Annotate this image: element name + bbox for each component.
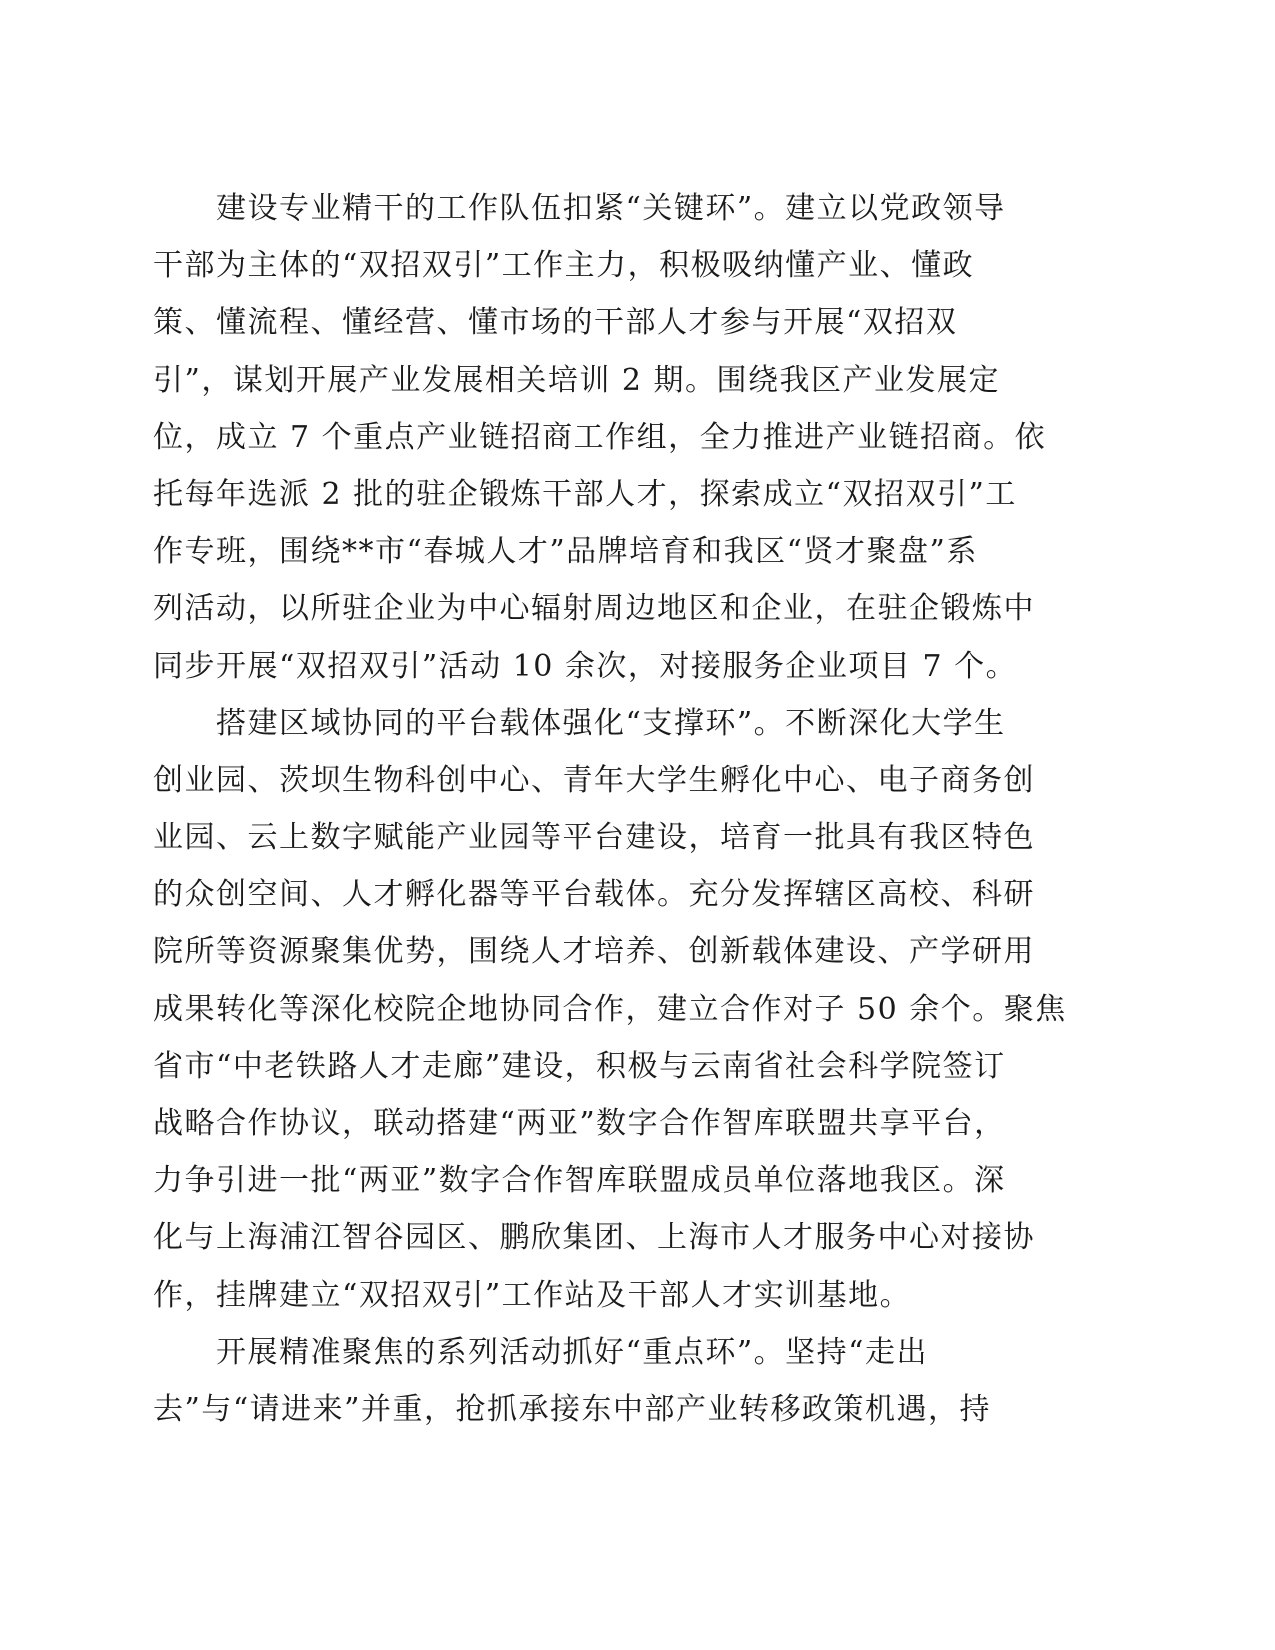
text-line: 托每年选派 2 批的驻企锻炼干部人才，探索成立“双招双引”工 bbox=[153, 476, 1017, 512]
text-line: 列活动，以所驻企业为中心辐射周边地区和企业，在驻企锻炼中 bbox=[153, 591, 1035, 627]
text-line: 化与上海浦江智谷园区、鹏欣集团、上海市人才服务中心对接协 bbox=[153, 1220, 1035, 1256]
text-line: 位，成立 7 个重点产业链招商工作组，全力推进产业链招商。依 bbox=[153, 419, 1047, 455]
text-line: 干部为主体的“双招双引”工作主力，积极吸纳懂产业、懂政 bbox=[153, 248, 975, 284]
text-line: 院所等资源聚集优势，围绕人才培养、创新载体建设、产学研用 bbox=[153, 934, 1035, 970]
paragraph-support-ring bbox=[153, 695, 1088, 1324]
text-line: 作，挂牌建立“双招双引”工作站及干部人才实训基地。 bbox=[153, 1277, 912, 1313]
paragraph-key-ring bbox=[153, 180, 1088, 695]
text-line: 作专班，围绕**市“春城人才”品牌培育和我区“贤才聚盘”系 bbox=[153, 534, 978, 570]
text-line: 去”与“请进来”并重，抢抓承接东中部产业转移政策机遇，持 bbox=[153, 1391, 992, 1427]
text-line: 成果转化等深化校院企地协同合作，建立合作对子 50 余个。聚焦 bbox=[153, 991, 1067, 1027]
text-line: 创业园、茨坝生物科创中心、青年大学生孵化中心、电子商务创 bbox=[153, 762, 1035, 798]
text-line: 同步开展“双招双引”活动 10 余次，对接服务企业项目 7 个。 bbox=[153, 648, 1018, 684]
document-body bbox=[153, 180, 1088, 1438]
text-line: 省市“中老铁路人才走廊”建设，积极与云南省社会科学院签订 bbox=[153, 1048, 1006, 1084]
text-line: 开展精准聚焦的系列活动抓好“重点环”。坚持“走出 bbox=[216, 1334, 929, 1370]
text-line: 策、懂流程、懂经营、懂市场的干部人才参与开展“双招双 bbox=[153, 305, 958, 341]
paragraph-focus-ring bbox=[153, 1324, 1088, 1438]
text-line: 力争引进一批“两亚”数字合作智库联盟成员单位落地我区。深 bbox=[153, 1163, 1006, 1199]
text-line: 建设专业精干的工作队伍扣紧“关键环”。建立以党政领导 bbox=[216, 191, 1006, 226]
text-line: 引”，谋划开展产业发展相关培训 2 期。围绕我区产业发展定 bbox=[153, 362, 1000, 398]
text-line: 战略合作协议，联动搭建“两亚”数字合作智库联盟共享平台， bbox=[153, 1106, 1006, 1141]
text-line: 搭建区域协同的平台载体强化“支撑环”。不断深化大学生 bbox=[216, 705, 1006, 741]
text-line: 的众创空间、人才孵化器等平台载体。充分发挥辖区高校、科研 bbox=[153, 877, 1035, 913]
text-line: 业园、云上数字赋能产业园等平台建设，培育一批具有我区特色 bbox=[153, 820, 1035, 856]
